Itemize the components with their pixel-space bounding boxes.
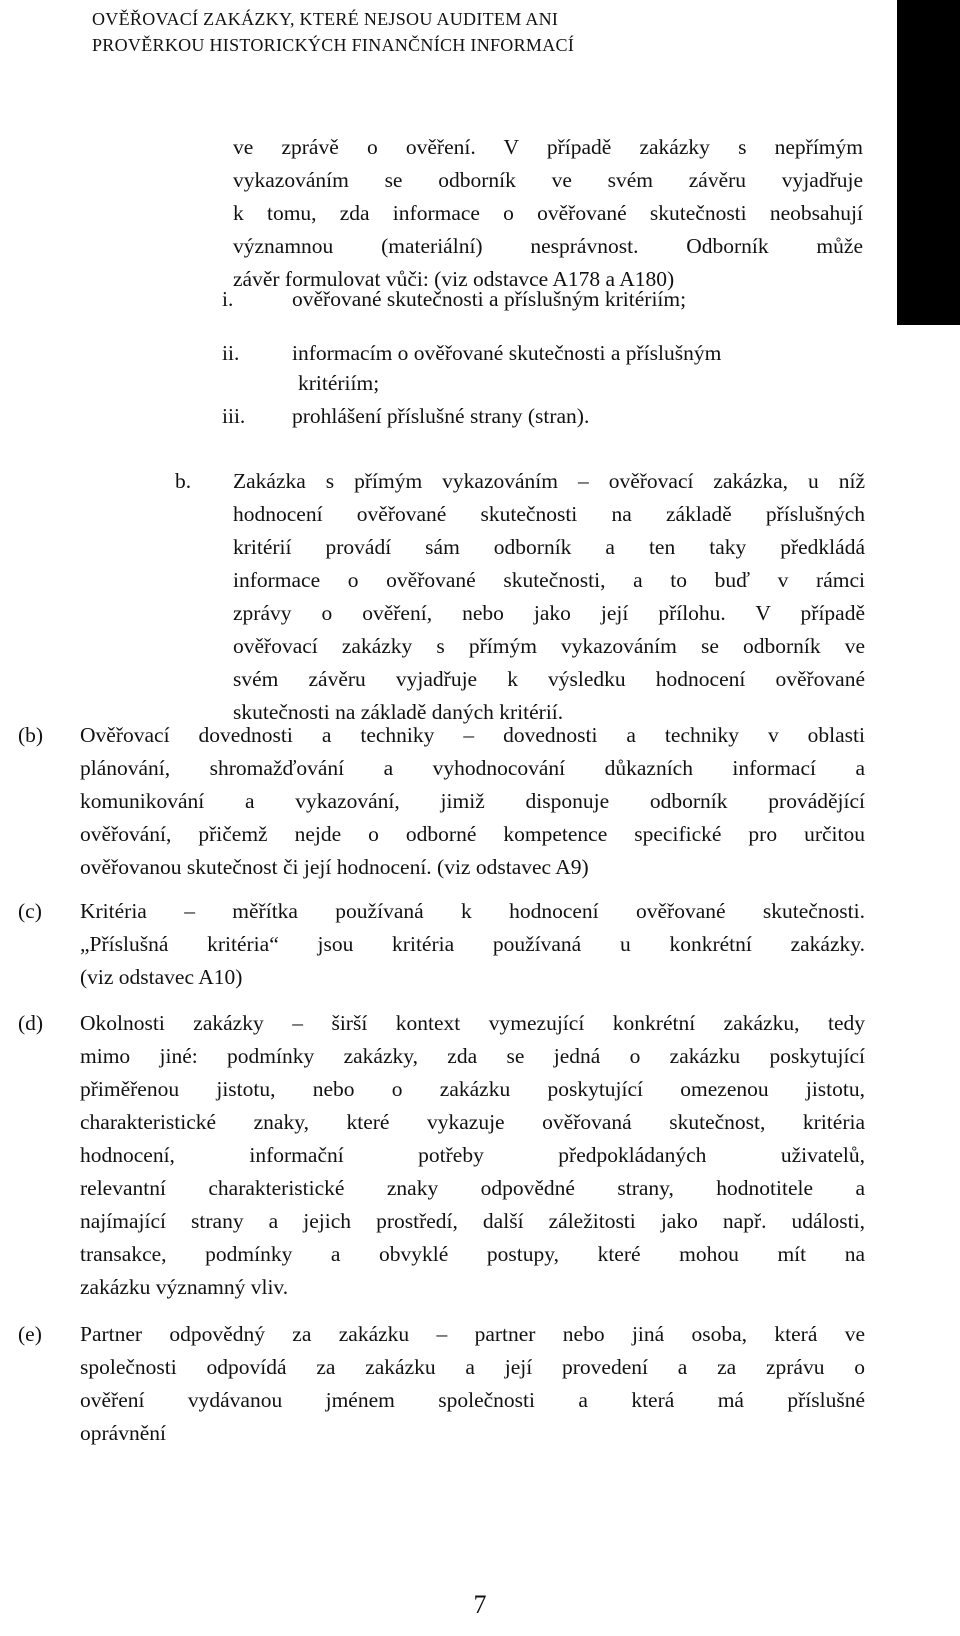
text-line: k tomu, zda informace o ověřované skutečnosti neobsahují bbox=[233, 201, 863, 225]
text-line: Zakázka s přímým vykazováním – ověřovací zakázka, u níž bbox=[233, 469, 865, 493]
text-line: hodnocení ověřované skutečnosti na základě příslušných bbox=[233, 502, 865, 526]
item-text: informacím o ověřované skutečnosti a příslušným bbox=[292, 341, 722, 365]
text-line: plánování, shromažďování a vyhodnocování důkazních informací a bbox=[80, 756, 865, 780]
item-body bbox=[80, 719, 865, 884]
item-body bbox=[80, 1007, 865, 1304]
item-text: prohlášení příslušné strany (stran). bbox=[292, 404, 590, 428]
text-line: Kritéria – měřítka používaná k hodnocení ověřované skutečnosti. bbox=[80, 899, 865, 923]
text-line: ověřovanou skutečnost či její hodnocení. (viz odstavec A9) bbox=[80, 855, 589, 879]
text-line: mimo jiné: podmínky zakázky, zda se jedná o zakázku poskytující bbox=[80, 1044, 865, 1068]
side-tab-marker bbox=[897, 0, 960, 325]
item-number: ii. bbox=[222, 341, 240, 365]
item-body bbox=[80, 1318, 865, 1450]
item-text-continued: kritériím; bbox=[298, 371, 380, 395]
text-line: Partner odpovědný za zakázku – partner nebo jiná osoba, která ve bbox=[80, 1322, 865, 1346]
text-line: relevantní charakteristické znaky odpovědné strany, hodnotitele a bbox=[80, 1176, 865, 1200]
item-text: ověřované skutečnosti a příslušným kritériím; bbox=[292, 287, 687, 311]
text-line: ověřovací zakázky s přímým vykazováním se odborník ve bbox=[233, 634, 865, 658]
text-line: přiměřenou jistotu, nebo o zakázku poskytující omezenou jistotu, bbox=[80, 1077, 865, 1101]
text-line: (viz odstavec A10) bbox=[80, 965, 243, 989]
text-line: transakce, podmínky a obvyklé postupy, které mohou mít na bbox=[80, 1242, 865, 1266]
item-number: i. bbox=[222, 287, 234, 311]
header-line-2: PROVĚRKOU HISTORICKÝCH FINANČNÍCH INFORMACÍ bbox=[92, 35, 575, 55]
item-body bbox=[233, 465, 865, 729]
page-number: 7 bbox=[473, 1590, 487, 1619]
continuation-paragraph bbox=[233, 131, 863, 296]
item-number: (d) bbox=[18, 1011, 44, 1035]
running-header bbox=[92, 6, 852, 58]
item-number: (c) bbox=[18, 899, 42, 923]
text-line: komunikování a vykazování, jimiž disponuje odborník provádějící bbox=[80, 789, 865, 813]
text-line: závěr formulovat vůči: (viz odstavce A178 a A180) bbox=[233, 267, 675, 291]
text-line: kritérií provádí sám odborník a ten taky předkládá bbox=[233, 535, 865, 559]
text-line: svém závěru vyjadřuje k výsledku hodnocení ověřované bbox=[233, 667, 865, 691]
text-line: charakteristické znaky, které vykazuje ověřovaná skutečnost, kritéria bbox=[80, 1110, 865, 1134]
text-line: Ověřovací dovednosti a techniky – dovednosti a techniky v oblasti bbox=[80, 723, 865, 747]
item-number: (e) bbox=[18, 1322, 42, 1346]
text-line: skutečnosti na základě daných kritérií. bbox=[233, 700, 564, 724]
text-line: významnou (materiální) nesprávnost. Odborník může bbox=[233, 234, 863, 258]
item-number: b. bbox=[175, 469, 192, 493]
text-line: Okolnosti zakázky – širší kontext vymezující konkrétní zakázku, tedy bbox=[80, 1011, 865, 1035]
item-number: iii. bbox=[222, 404, 246, 428]
text-line: ověřování, přičemž nejde o odborné kompetence specifické pro určitou bbox=[80, 822, 865, 846]
text-line: hodnocení, informační potřeby předpokládaných uživatelů, bbox=[80, 1143, 865, 1167]
item-body bbox=[80, 895, 865, 994]
text-line: ověření vydávanou jménem společnosti a která má příslušné bbox=[80, 1388, 865, 1412]
header-line-1: OVĚŘOVACÍ ZAKÁZKY, KTERÉ NEJSOU AUDITEM ANI bbox=[92, 9, 559, 29]
text-line: ve zprávě o ověření. V případě zakázky s nepřímým bbox=[233, 135, 863, 159]
text-line: vykazováním se odborník ve svém závěru vyjadřuje bbox=[233, 168, 863, 192]
text-line: oprávnění bbox=[80, 1421, 166, 1445]
text-line: společnosti odpovídá za zakázku a její provedení a za zprávu o bbox=[80, 1355, 865, 1379]
text-line: zakázku významný vliv. bbox=[80, 1275, 289, 1299]
text-line: „Příslušná kritéria“ jsou kritéria používaná u konkrétní zakázky. bbox=[80, 932, 865, 956]
item-number: (b) bbox=[18, 723, 44, 747]
text-line: najímající strany a jejich prostředí, další záležitosti jako např. události, bbox=[80, 1209, 865, 1233]
text-line: informace o ověřované skutečnosti, a to buď v rámci bbox=[233, 568, 865, 592]
text-line: zprávy o ověření, nebo jako její přílohu. V případě bbox=[233, 601, 865, 625]
